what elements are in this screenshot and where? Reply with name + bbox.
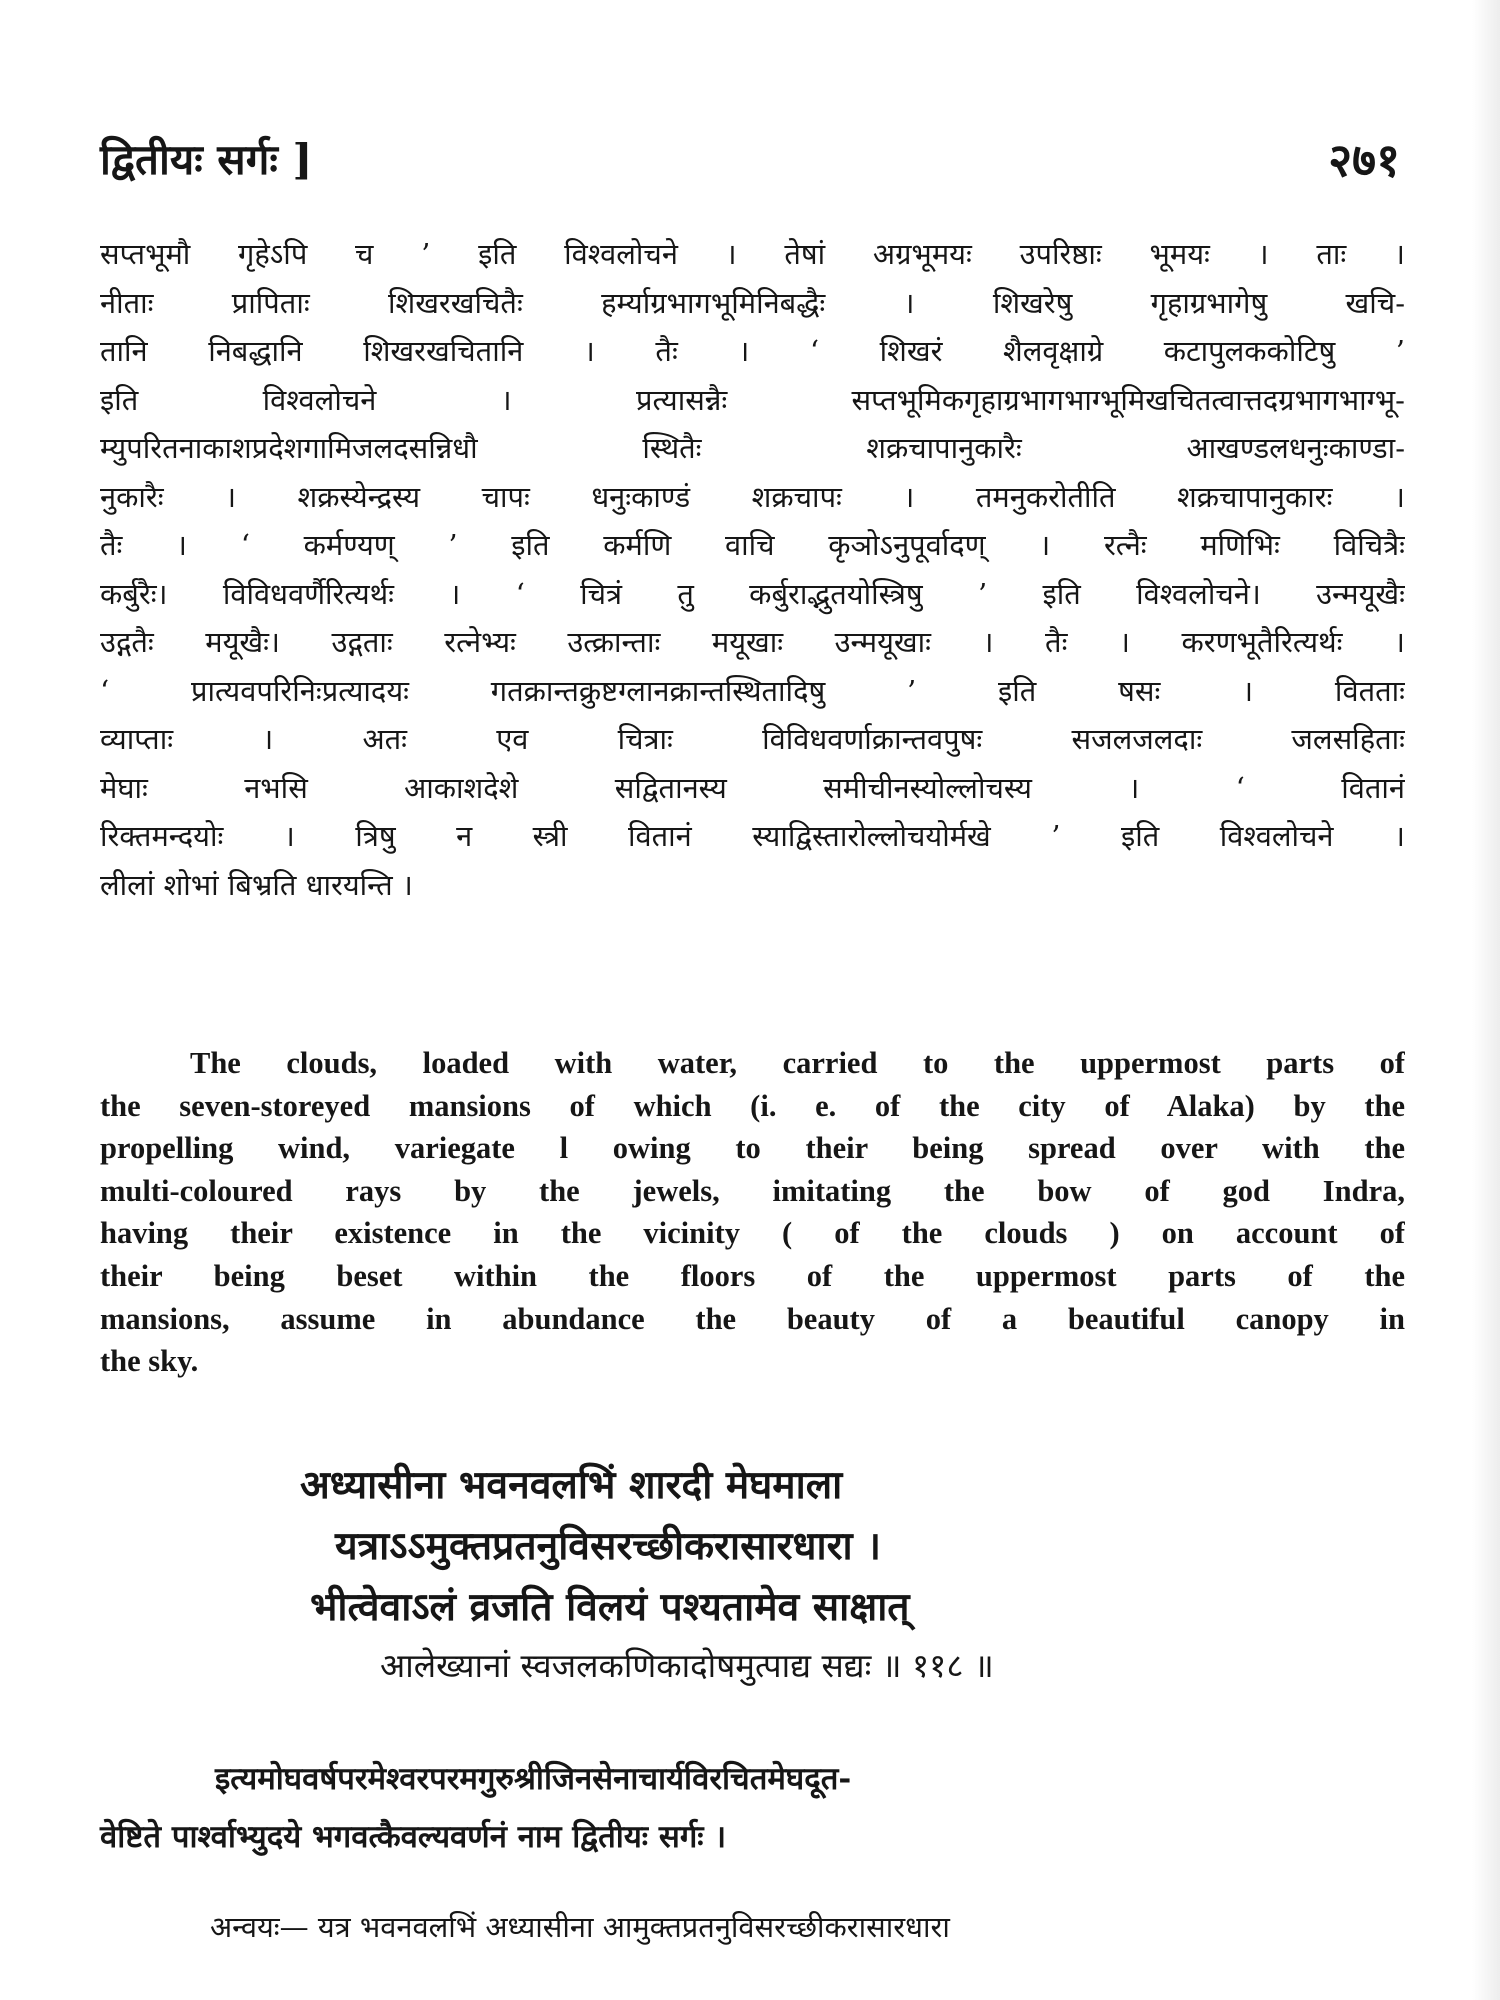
translation-line: the sky.	[100, 1344, 199, 1379]
commentary-line: तैः । ‘ कर्मण्यण् ’ इति कर्मणि वाचि कृञोऽनुपूर्वादण् । रत्नैः मणिभिः विचित्रैः	[100, 528, 1405, 562]
translation-line: the seven-storeyed mansions of which (i. e. of the city of Alaka) by the	[100, 1088, 1405, 1123]
page-number: २७१	[1328, 133, 1400, 187]
commentary-line: कर्बुरैः। विविधवर्णैरित्यर्थः । ‘ चित्रं तु कर्बुराद्भुतयोस्त्रिषु ’ इति विश्वलोचने। उन्मयूखैः	[100, 576, 1405, 611]
sanskrit-verse	[150, 1455, 1350, 1694]
translation-line: their being beset within the floors of the uppermost parts of the	[100, 1258, 1405, 1293]
page-header	[100, 130, 1400, 190]
translation-line: having their existence in the vicinity ( of the clouds ) on account of	[100, 1216, 1405, 1251]
commentary-line: सप्तभूमौ गृहेऽपि च ’ इति विश्वलोचने । तेषां अग्रभूमयः उपरिष्ठाः भूमयः । ताः ।	[100, 237, 1405, 271]
verse-line: यत्राऽऽमुक्तप्रतनुविसरच्छीकरासारधारा ।	[335, 1523, 882, 1569]
commentary-line: मेघाः नभसि आकाशदेशे सद्वितानस्य समीचीनस्योल्लोचस्य । ‘ वितानं	[100, 770, 1405, 805]
commentary-line: नुकारैः । शक्रस्येन्द्रस्य चापः धनुःकाण्डं शक्रचापः । तमनुकरोतीति शक्रचापानुकारः ।	[100, 479, 1405, 514]
scan-edge-shadow	[1472, 0, 1500, 2000]
commentary-line: नीताः प्रापिताः शिखरखचितैः हर्म्याग्रभागभूमिनिबद्धैः । शिखरेषु गृहाग्रभागेषु खचि-	[100, 285, 1405, 320]
translation-line: multi-coloured rays by the jewels, imitating the bow of god Indra,	[100, 1173, 1405, 1208]
verse-line: भीत्वेवाऽलं व्रजति विलयं पश्यतामेव साक्षात्	[310, 1584, 910, 1630]
commentary-line: ‘ प्रात्यवपरिनिःप्रत्यादयः गतक्रान्तक्रुष्टग्लानक्रान्तस्थितादिषु ’ इति षसः । वितताः	[100, 673, 1405, 708]
commentary-line: म्युपरितनाकाशप्रदेशगामिजलदसन्निधौ स्थितैः शक्रचापानुकारैः आखण्डलधनुःकाण्डा-	[100, 431, 1405, 465]
sanskrit-commentary	[100, 230, 1405, 909]
colophon-line: वेष्टिते पार्श्वाभ्युदये भगवत्कैवल्यवर्णनं नाम द्वितीयः सर्गः ।	[100, 1819, 727, 1855]
commentary-line: लीलां शोभां बिभ्रति धारयन्ति ।	[100, 867, 413, 902]
english-translation	[100, 1042, 1405, 1383]
translation-line: mansions, assume in abundance the beauty of a beautiful canopy in	[100, 1301, 1405, 1336]
commentary-line: इति विश्वलोचने । प्रत्यासन्नैः सप्तभूमिकगृहाग्रभागभाग्भूमिखचितत्वात्तदग्रभागभाग्भू-	[100, 382, 1405, 417]
commentary-line: तानि निबद्धानि शिखरखचितानि । तैः । ‘ शिखरं शैलवृक्षाग्रे कटापुलककोटिषु ’	[100, 334, 1405, 368]
verse-line: आलेख्यानां स्वजलकणिकादोषमुत्पाद्य सद्यः ॥ ११८ ॥	[380, 1646, 994, 1685]
verse-line: अध्यासीना भवनवलभिं शारदी मेघमाला	[300, 1462, 843, 1508]
commentary-line: उद्गतैः मयूखैः। उद्गताः रत्नेभ्यः उत्क्रान्ताः मयूखाः उन्मयूखाः । तैः । करणभूतैरित्यर्थः ।	[100, 625, 1405, 659]
commentary-line: व्याप्ताः । अतः एव चित्राः विविधवर्णाक्रान्तवपुषः सजलजलदाः जलसहिताः	[100, 722, 1405, 756]
colophon-line: इत्यमोघवर्षपरमेश्वरपरमगुरुश्रीजिनसेनाचार्यविरचितमेघदूत-	[215, 1761, 852, 1797]
anvaya-line: अन्वयः— यत्र भवनवलभिं अध्यासीना आमुक्तप्रतनुविसरच्छीकरासारधारा	[210, 1910, 950, 1944]
translation-line: propelling wind, variegate l owing to their being spread over with the	[100, 1131, 1405, 1166]
running-head: द्वितीयः सर्गः ]	[100, 135, 313, 184]
commentary-line: रिक्तमन्दयोः । त्रिषु न स्त्री वितानं स्याद्विस्तारोल्लोचयोर्मखे ’ इति विश्वलोचने ।	[100, 819, 1405, 853]
translation-line: The clouds, loaded with water, carried to the uppermost parts of	[190, 1046, 1405, 1080]
chapter-colophon	[100, 1750, 1405, 1866]
